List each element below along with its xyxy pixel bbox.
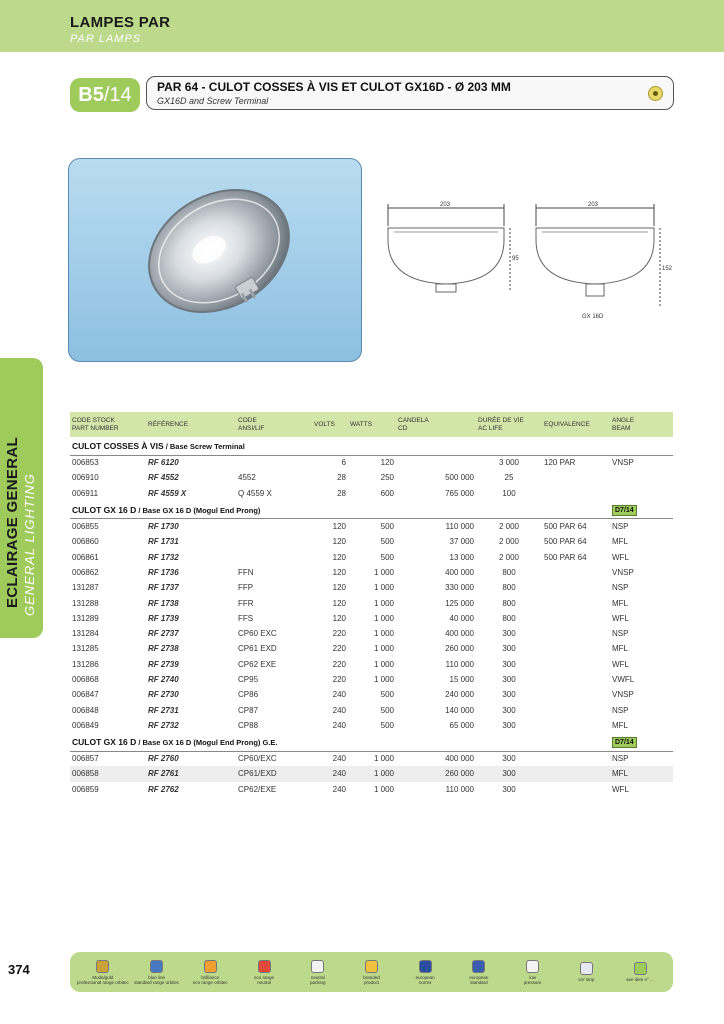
- uv-stop-icon: [580, 962, 593, 975]
- table-cell: 300: [502, 675, 516, 684]
- table-row: [70, 580, 673, 595]
- table-cell: 220: [332, 675, 346, 684]
- table-cell: 25: [476, 470, 542, 485]
- table-cell: VNSP: [610, 687, 673, 702]
- table-cell: 131287: [72, 583, 99, 593]
- table-cell: 300: [476, 687, 542, 702]
- table-cell: [542, 565, 610, 580]
- table-cell: 120: [332, 583, 346, 593]
- legend-item: [513, 960, 553, 985]
- table-cell: RF 6120: [148, 458, 179, 468]
- legend-label: see item n° ...: [626, 977, 654, 982]
- table-row: [70, 718, 673, 733]
- cross-reference-tag[interactable]: D7/14: [612, 505, 637, 516]
- table-cell: 400 000: [396, 565, 476, 580]
- legend-item: [298, 960, 338, 985]
- table-cell: [610, 486, 673, 501]
- low-pressure-icon: [526, 960, 539, 973]
- table-cell: 2 000: [498, 552, 520, 562]
- table-cell: [542, 611, 610, 626]
- section-title: CULOT GX 16 D: [72, 504, 137, 515]
- dimension-height-1: 95: [512, 256, 519, 262]
- base-label: GX 16D: [582, 314, 604, 320]
- table-cell: RF 2762: [146, 782, 236, 797]
- table-cell: WFL: [610, 657, 673, 672]
- table-cell: 37 000: [396, 534, 476, 549]
- table-cell: 1 000: [348, 766, 396, 781]
- table-cell: 131286: [70, 657, 146, 672]
- table-cell: 220: [312, 657, 348, 672]
- badge-page: /14: [103, 83, 132, 106]
- table-cell: FFN: [236, 565, 312, 580]
- table-cell: 006858: [70, 766, 146, 781]
- table-cell: 006847: [70, 687, 146, 702]
- table-cell: [542, 782, 610, 797]
- table-cell: 006857: [70, 751, 146, 766]
- legend-item: [190, 960, 230, 985]
- table-cell: VNSP: [612, 458, 634, 468]
- table-cell: 006911: [72, 488, 99, 498]
- table-cell: [542, 657, 610, 672]
- table-cell: CP61/EXD: [236, 766, 312, 781]
- table-cell: 131289: [72, 613, 99, 623]
- table-cell: FFS: [238, 613, 254, 623]
- table-cell: [542, 595, 610, 610]
- table-cell: 300: [502, 644, 516, 654]
- table-cell: 120: [332, 522, 346, 532]
- table-cell: RF 2738: [148, 644, 179, 654]
- specifications-table: [70, 412, 673, 797]
- table-cell: 260 000: [445, 644, 474, 654]
- table-cell: 240: [312, 766, 348, 781]
- section-title: LAMPES PAR: [70, 14, 171, 31]
- table-cell: 120: [380, 458, 394, 468]
- table-cell: 110 000: [396, 782, 476, 797]
- brand-icon: [365, 960, 378, 973]
- table-cell: 120: [312, 595, 348, 610]
- table-cell: CP88: [236, 718, 312, 733]
- table-cell: RF 1730: [148, 522, 179, 532]
- section-subtitle: / Base Screw Terminal: [163, 441, 245, 451]
- table-cell: 600: [380, 488, 394, 498]
- table-cell: [542, 766, 610, 781]
- table-cell: [236, 455, 312, 470]
- legend-item: [566, 962, 606, 982]
- table-cell: 110 000: [445, 522, 474, 532]
- table-cell: 240: [332, 705, 346, 715]
- table-cell: 65 000: [396, 718, 476, 733]
- legend-label: european standard: [469, 974, 489, 985]
- section-subtitle: / Base GX 16 D (Mogul End Prong) G.E.: [136, 737, 278, 747]
- table-cell: 006910: [70, 470, 146, 485]
- section-subtitle: / Base GX 16 D (Mogul End Prong): [136, 505, 261, 515]
- legend-label: brilliance eco range orbitec: [192, 974, 228, 985]
- table-row: [70, 766, 673, 781]
- category-sub: GENERAL LIGHTING: [22, 473, 37, 616]
- table-cell: CP60/EXC: [236, 751, 312, 766]
- legend-label: blue line standard range orbitec: [134, 974, 180, 985]
- table-row: [70, 534, 673, 549]
- legend-item: [244, 960, 284, 985]
- table-cell: [542, 641, 610, 656]
- table-cell: 500: [348, 687, 396, 702]
- table-cell: 3 000: [498, 458, 520, 468]
- table-cell: 6: [341, 458, 346, 468]
- cross-reference-tag[interactable]: D7/14: [612, 737, 637, 748]
- table-cell: MFL: [612, 644, 628, 654]
- table-row: [70, 486, 673, 501]
- technical-drawing: [378, 196, 678, 326]
- table-cell: NSP: [610, 626, 673, 641]
- eu-standard-icon: [472, 960, 485, 973]
- table-cell: 006862: [70, 565, 146, 580]
- table-row: [70, 565, 673, 580]
- table-row: [70, 702, 673, 717]
- badge-code: B5: [78, 83, 104, 106]
- table-cell: 1 000: [348, 782, 396, 797]
- table-cell: RF 2737: [146, 626, 236, 641]
- table-cell: FFR: [236, 595, 312, 610]
- section-tag-cell: [610, 733, 673, 751]
- table-cell: [542, 687, 610, 702]
- legend-label: Moda/gold professional range orbitec: [76, 974, 129, 985]
- col-header-life: DURÉE DE VIE AC LIFE: [476, 412, 542, 437]
- table-cell: 006849: [70, 718, 146, 733]
- product-code-badge: [70, 78, 140, 112]
- table-cell: 240: [312, 687, 348, 702]
- table-cell: 1 000: [348, 751, 396, 766]
- product-subtitle: GX16D and Screw Terminal: [157, 96, 269, 106]
- table-cell: 131285: [72, 644, 99, 654]
- table-row: [70, 687, 673, 702]
- page-number: 374: [8, 962, 30, 977]
- table-cell: 131284: [70, 626, 146, 641]
- table-cell: RF 2731: [148, 705, 179, 715]
- eu-norms-icon: [419, 960, 432, 973]
- table-cell: CP95: [238, 675, 259, 684]
- table-cell: MFL: [610, 718, 673, 733]
- table-cell: 500: [348, 534, 396, 549]
- legend-item: [405, 960, 445, 985]
- table-cell: CP86: [236, 687, 312, 702]
- dimmable-symbol-icon: [648, 86, 663, 101]
- table-cell: [236, 549, 312, 564]
- table-cell: NSP: [612, 522, 629, 532]
- legend-item: [351, 960, 391, 985]
- table-cell: 1 000: [373, 675, 394, 684]
- table-cell: 330 000: [445, 583, 474, 593]
- table-cell: [236, 519, 312, 534]
- table-cell: 240 000: [396, 687, 476, 702]
- table-cell: [542, 470, 610, 485]
- table-cell: 500 000: [396, 470, 476, 485]
- table-row: [70, 672, 673, 687]
- table-cell: 1 000: [373, 583, 394, 593]
- table-cell: 800: [476, 565, 542, 580]
- dimension-height-2: 152: [662, 266, 673, 272]
- table-cell: 800: [502, 613, 516, 623]
- table-row: [70, 595, 673, 610]
- table-cell: MFL: [610, 534, 673, 549]
- section-title: CULOT COSSES À VIS: [72, 440, 164, 451]
- table-cell: RF 4559 X: [148, 488, 187, 498]
- table-cell: 120: [312, 534, 348, 549]
- table-cell: WFL: [612, 552, 629, 562]
- section-tag-cell: [610, 437, 673, 455]
- table-cell: [542, 718, 610, 733]
- table-cell: 500: [348, 718, 396, 733]
- table-cell: 006848: [72, 705, 99, 715]
- table-cell: Q 4559 X: [238, 488, 272, 498]
- legend-label: eco range neutral: [254, 974, 275, 985]
- table-cell: NSP: [610, 751, 673, 766]
- table-cell: RF 2730: [146, 687, 236, 702]
- table-cell: 110 000: [396, 657, 476, 672]
- table-cell: 500: [380, 552, 394, 562]
- col-header-candela: CANDELA CD: [396, 412, 476, 437]
- page-header: [0, 0, 724, 52]
- table-cell: RF 4552: [146, 470, 236, 485]
- product-photo: [68, 158, 362, 362]
- table-cell: RF 1738: [146, 595, 236, 610]
- table-cell: RF 2740: [148, 675, 179, 684]
- table-cell: CP61 EXD: [238, 644, 277, 654]
- table-row: [70, 470, 673, 485]
- table-cell: 220: [312, 626, 348, 641]
- col-header-beam-angle: ANGLE BEAM: [610, 412, 673, 437]
- section-heading: [70, 437, 610, 455]
- col-header-code: CODE ANSI/LIF: [236, 412, 312, 437]
- table-row: [70, 519, 673, 534]
- table-cell: 28: [337, 488, 346, 498]
- table-cell: 500: [380, 522, 394, 532]
- col-header-part-number: CODE STOCK PART NUMBER: [70, 412, 146, 437]
- table-cell: MFL: [610, 595, 673, 610]
- table-cell: [542, 626, 610, 641]
- table-row: [70, 611, 673, 626]
- table-cell: 260 000: [396, 766, 476, 781]
- table-cell: 1 000: [373, 644, 394, 654]
- legend-label: branded product: [363, 974, 380, 985]
- table-cell: 240: [312, 782, 348, 797]
- table-cell: 400 000: [396, 626, 476, 641]
- table-cell: 240: [312, 751, 348, 766]
- table-cell: FFP: [238, 583, 254, 593]
- table-cell: CP87: [238, 705, 259, 715]
- table-row: [70, 641, 673, 656]
- table-header-row: [70, 412, 673, 437]
- table-cell: RF 1732: [148, 552, 179, 562]
- table-cell: RF 2761: [146, 766, 236, 781]
- table-cell: [542, 672, 610, 687]
- table-cell: 300: [476, 718, 542, 733]
- table-cell: [542, 751, 610, 766]
- blue-line-icon: [150, 960, 163, 973]
- table-cell: 2 000: [476, 534, 542, 549]
- table-cell: 240: [312, 718, 348, 733]
- table-cell: 1 000: [348, 626, 396, 641]
- table-cell: 500: [380, 705, 394, 715]
- category-side-tab: [0, 358, 43, 638]
- table-cell: [542, 702, 610, 717]
- table-cell: [542, 486, 610, 501]
- table-cell: 100: [502, 488, 516, 498]
- table-cell: 006855: [72, 522, 99, 532]
- table-cell: CP62/EXE: [236, 782, 312, 797]
- table-cell: RF 1736: [146, 565, 236, 580]
- medal-icon: [96, 960, 109, 973]
- table-cell: WFL: [612, 613, 629, 623]
- table-cell: 1 000: [348, 657, 396, 672]
- table-cell: 140 000: [445, 705, 474, 715]
- section-heading: [70, 501, 610, 519]
- table-row: [70, 549, 673, 564]
- col-header-reference: RÉFÉRENCE: [146, 412, 236, 437]
- table-cell: 1 000: [348, 565, 396, 580]
- table-cell: 006868: [72, 675, 99, 684]
- table-row: [70, 782, 673, 797]
- table-cell: 125 000: [396, 595, 476, 610]
- table-row: [70, 455, 673, 470]
- table-cell: RF 1739: [148, 613, 179, 623]
- table-cell: 006859: [70, 782, 146, 797]
- legend-label: neutral packing: [309, 974, 326, 985]
- col-header-watts: WATTS: [348, 412, 396, 437]
- legend-item: [134, 960, 180, 985]
- table-cell: 400 000: [396, 751, 476, 766]
- table-cell: 40 000: [449, 613, 474, 623]
- dimension-width-1: 203: [440, 202, 451, 208]
- table-cell: RF 2739: [146, 657, 236, 672]
- table-cell: VNSP: [610, 565, 673, 580]
- table-cell: 300: [476, 751, 542, 766]
- table-cell: 120: [332, 613, 346, 623]
- table-cell: 300: [502, 705, 516, 715]
- sun-icon: [204, 960, 217, 973]
- table-cell: MFL: [610, 766, 673, 781]
- section-subtitle: PAR LAMPS: [70, 33, 142, 45]
- table-cell: [396, 455, 476, 470]
- table-cell: 500 PAR 64: [544, 522, 587, 532]
- table-cell: [236, 534, 312, 549]
- table-cell: NSP: [612, 705, 629, 715]
- section-heading-row: [70, 501, 673, 519]
- table-cell: [542, 580, 610, 595]
- legend-item: [76, 960, 129, 985]
- col-header-equivalence: EQUIVALENCE: [542, 412, 610, 437]
- table-cell: [610, 470, 673, 485]
- table-cell: VWFL: [612, 675, 635, 684]
- table-cell: 500 PAR 64: [544, 552, 587, 562]
- table-cell: 300: [476, 657, 542, 672]
- table-cell: 28: [312, 470, 348, 485]
- table-cell: 500 PAR 64: [542, 534, 610, 549]
- legend-label: UV stop: [578, 977, 595, 982]
- table-cell: NSP: [612, 583, 629, 593]
- legend-label: low pressure: [523, 974, 542, 985]
- table-cell: 120: [332, 552, 346, 562]
- table-cell: RF 2760: [146, 751, 236, 766]
- table-cell: WFL: [610, 782, 673, 797]
- product-title-box: [146, 76, 674, 110]
- section-heading-row: [70, 733, 673, 751]
- table-cell: 120 PAR: [544, 458, 576, 468]
- table-row: [70, 751, 673, 766]
- product-title: PAR 64 - CULOT COSSES À VIS ET CULOT GX16D - Ø 203 MM: [157, 80, 511, 94]
- table-cell: RF 1731: [146, 534, 236, 549]
- table-cell: 800: [502, 583, 516, 593]
- box-icon: [311, 960, 324, 973]
- table-cell: 006853: [72, 458, 99, 468]
- dimension-width-2: 203: [588, 202, 599, 208]
- par-lamp-photo-icon: [69, 159, 362, 362]
- section-heading-row: [70, 437, 673, 455]
- table-cell: 006861: [72, 552, 99, 562]
- eco-range-icon: [258, 960, 271, 973]
- table-cell: RF 1737: [148, 583, 179, 593]
- table-cell: 131288: [70, 595, 146, 610]
- symbol-legend: [70, 952, 673, 992]
- category-main: ECLAIRAGE GENERAL: [4, 437, 21, 608]
- table-cell: 15 000: [449, 675, 474, 684]
- table-cell: RF 2732: [146, 718, 236, 733]
- table-cell: 1 000: [373, 613, 394, 623]
- table-cell: 1 000: [348, 595, 396, 610]
- table-cell: 800: [476, 595, 542, 610]
- legend-item: [620, 962, 660, 982]
- table-cell: 006860: [70, 534, 146, 549]
- legend-label: european norms: [415, 974, 435, 985]
- section-tag-cell: [610, 501, 673, 519]
- section-heading: [70, 733, 610, 751]
- see-item-icon: [634, 962, 647, 975]
- table-cell: 2 000: [498, 522, 520, 532]
- legend-item: [459, 960, 499, 985]
- table-cell: 120: [312, 565, 348, 580]
- table-cell: CP62 EXE: [236, 657, 312, 672]
- table-row: [70, 626, 673, 641]
- table-cell: 4552: [236, 470, 312, 485]
- table-cell: 765 000: [445, 488, 474, 498]
- table-cell: 300: [476, 782, 542, 797]
- table-cell: CP60 EXC: [236, 626, 312, 641]
- table-cell: 220: [332, 644, 346, 654]
- section-title: CULOT GX 16 D: [72, 736, 137, 747]
- col-header-volts: VOLTS: [312, 412, 348, 437]
- table-cell: 300: [476, 766, 542, 781]
- table-row: [70, 657, 673, 672]
- table-cell: 250: [348, 470, 396, 485]
- table-cell: 300: [476, 626, 542, 641]
- table-cell: 13 000: [449, 552, 474, 562]
